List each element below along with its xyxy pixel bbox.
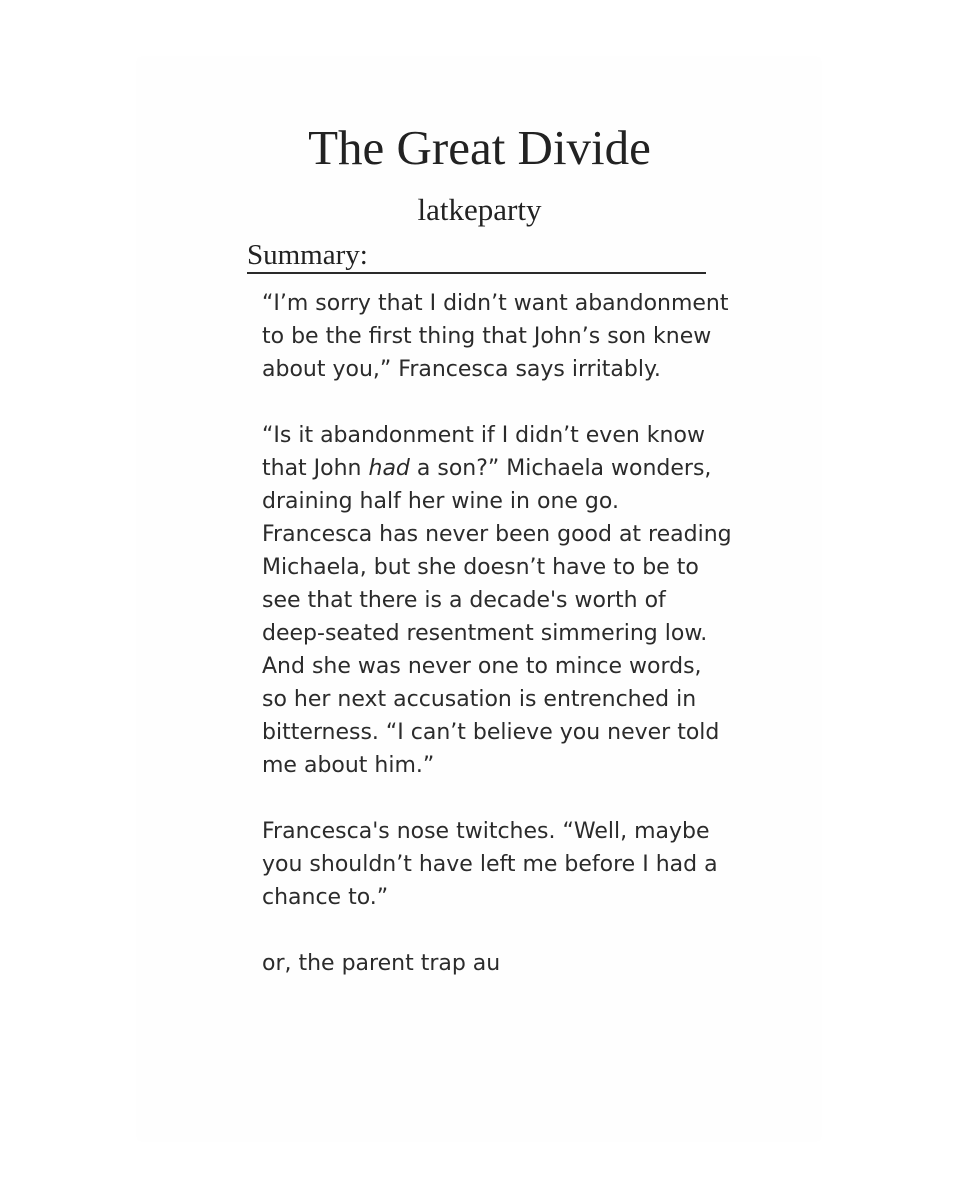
work-author: latkeparty bbox=[417, 192, 542, 227]
summary-text bbox=[262, 287, 732, 980]
summary-paragraph: Francesca's nose twitches. “Well, maybe you shouldn’t have left me before I had a chance to.” bbox=[262, 819, 718, 910]
work-title: The Great Divide bbox=[308, 120, 651, 175]
summary-emphasis: had bbox=[368, 456, 410, 481]
summary-paragraph: or, the parent trap au bbox=[262, 951, 501, 976]
summary-heading: Summary: bbox=[247, 236, 706, 274]
summary-paragraph: “I’m sorry that I didn’t want abandonment to be the first thing that John’s son knew about you,” Francesca says irritably. bbox=[262, 291, 729, 382]
summary-text-run: “Is it abandonment if I didn’t even know that John bbox=[262, 423, 705, 481]
summary-paragraph bbox=[262, 419, 732, 782]
summary-text-run: a son?” Michaela wonders, draining half her wine in one go. Francesca has never been good at reading Michaela, but she doesn’t have to be to see that there is a decade's worth of deep-seated resentment simmering low. And she was never one to mince words, so her next accusation is entrenched in bitterness. “I can’t believe you never told me about him.” bbox=[262, 456, 732, 778]
